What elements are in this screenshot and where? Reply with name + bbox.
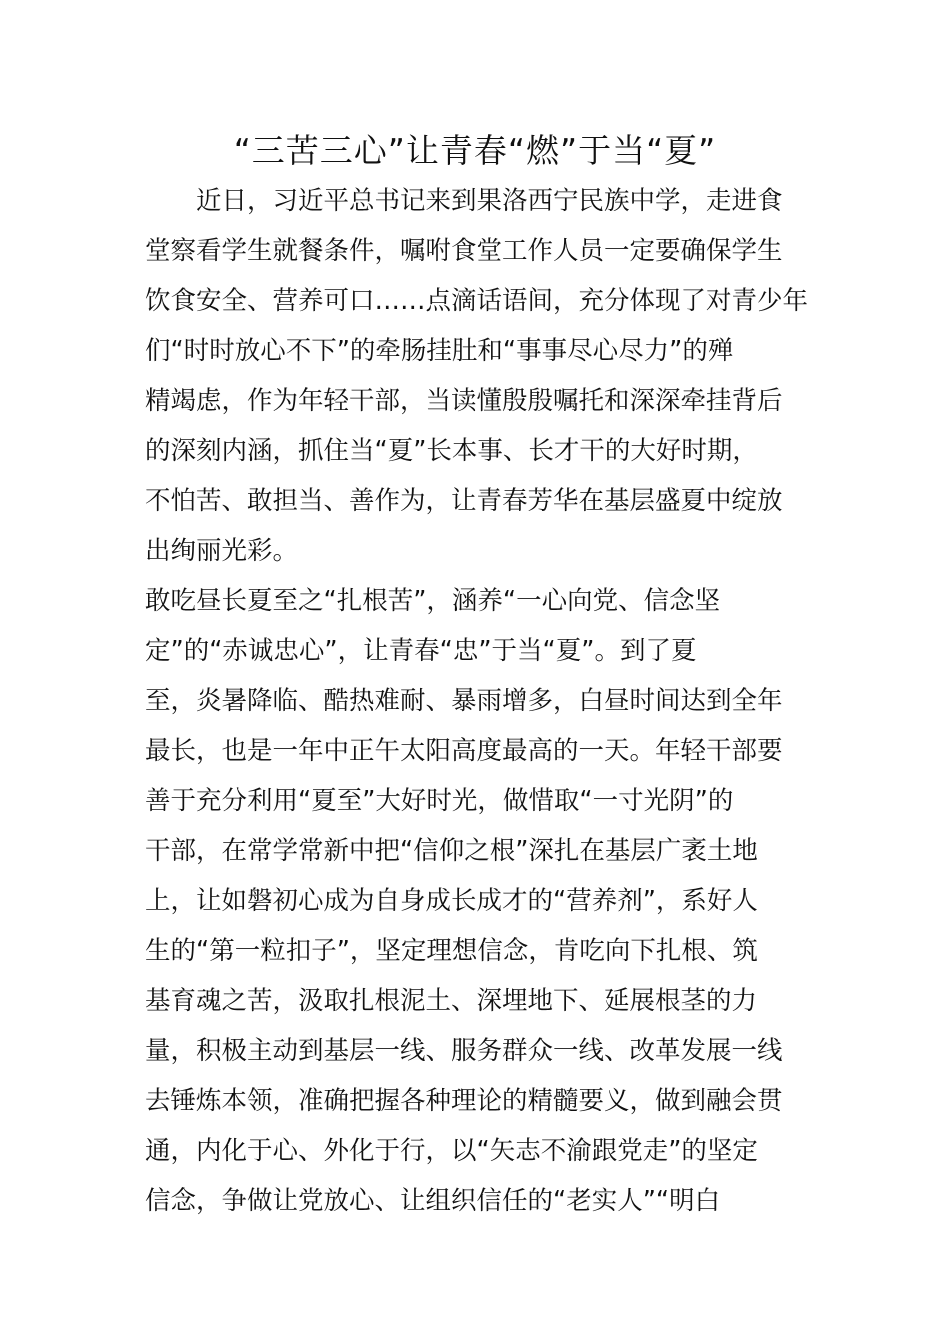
- body-line: 堂察看学生就餐条件，嘱咐食堂工作人员一定要确保学生: [145, 236, 783, 266]
- body-line: 最长，也是一年中正午太阳高度最高的一天。年轻干部要: [145, 736, 783, 766]
- body-line: 近日，习近平总书记来到果洛西宁民族中学，走进食: [145, 186, 783, 216]
- body-line: 们“时时放心不下”的牵肠挂肚和“事事尽心尽力”的殚: [145, 336, 734, 366]
- body-line: 的深刻内涵，抓住当“夏”长本事、长才干的大好时期，: [145, 436, 758, 466]
- body-line: 敢吃昼长夏至之“扎根苦”，涵养“一心向党、信念坚: [145, 586, 721, 616]
- body-line: 信念，争做让党放心、让组织信任的“老实人”“明白: [145, 1186, 721, 1216]
- body-line: 定”的“赤诚忠心”，让青春“忠”于当“夏”。到了夏: [145, 636, 697, 666]
- document-title: “三苦三心”让青春“燃”于当“夏”: [233, 131, 717, 170]
- body-line: 不怕苦、敢担当、善作为，让青春芳华在基层盛夏中绽放: [145, 486, 783, 516]
- body-line: 精竭虑，作为年轻干部，当读懂殷殷嘱托和深深牵挂背后: [145, 386, 783, 416]
- body-line: 至，炎暑降临、酷热难耐、暴雨增多，白昼时间达到全年: [145, 686, 783, 716]
- body-line: 生的“第一粒扣子”，坚定理想信念，肯吃向下扎根、筑: [145, 936, 758, 966]
- body-line: 干部，在常学常新中把“信仰之根”深扎在基层广袤土地: [145, 836, 758, 866]
- body-line: 善于充分利用“夏至”大好时光，做惜取“一寸光阴”的: [145, 786, 734, 816]
- body-line: 出绚丽光彩。: [145, 536, 299, 566]
- body-line: 饮食安全、营养可口……点滴话语间，充分体现了对青少年: [145, 286, 809, 316]
- body-line: 基育魂之苦，汲取扎根泥土、深埋地下、延展根茎的力: [145, 986, 758, 1016]
- body-line: 通，内化于心、外化于行，以“矢志不渝跟党走”的坚定: [145, 1136, 758, 1166]
- body-line: 上，让如磐初心成为自身成长成才的“营养剂”，系好人: [145, 886, 758, 916]
- document-body: [145, 176, 809, 1226]
- body-line: 去锤炼本领，准确把握各种理论的精髓要义，做到融会贯: [145, 1086, 783, 1116]
- body-line: 量，积极主动到基层一线、服务群众一线、改革发展一线: [145, 1036, 783, 1066]
